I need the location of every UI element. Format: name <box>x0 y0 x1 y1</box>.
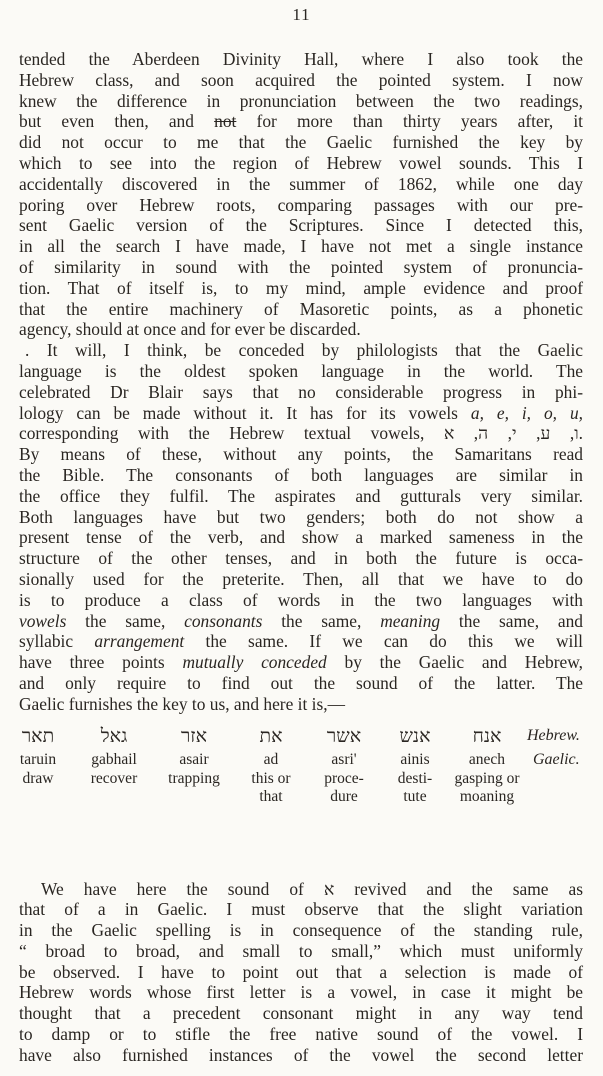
text-line: which to see into the region of Hebrew vowel sounds. This I <box>19 152 583 173</box>
hebrew-row-label: Hebrew. <box>527 726 580 744</box>
text-line: . It will, I think, be conceded by philologists that the Gaelic <box>25 340 583 361</box>
paragraph-3 <box>19 879 583 1066</box>
text-line: have three points mutually conceded by the Gaelic and Hebrew, <box>19 652 583 673</box>
text-line: tended the Aberdeen Divinity Hall, where I also took the <box>19 49 583 69</box>
text-line: language is the oldest spoken language in the world. The <box>19 360 583 381</box>
gaelic-word: anech <box>468 750 506 768</box>
text-line: the Bible. The consonants of both languages are similar in <box>19 464 583 485</box>
gaelic-row-label: Gaelic. <box>533 750 580 768</box>
hebrew-word: אזר <box>180 725 208 747</box>
table-column <box>75 723 153 788</box>
hebrew-word: אנש <box>399 725 431 747</box>
english-meaning: trapping <box>168 769 220 787</box>
text-line: accidentally discovered in the summer of 1862, while one day <box>19 173 583 194</box>
word-table <box>19 723 583 879</box>
struck-word: not <box>214 111 237 132</box>
hebrew-word: גאל <box>100 725 128 747</box>
paragraph-2 <box>19 340 583 714</box>
english-meaning: recover <box>90 769 138 787</box>
text-line: Hebrew class, and soon acquired the pointed system. I now <box>19 69 583 90</box>
text-line: agency, should at once and for ever be discarded. <box>19 319 361 340</box>
english-meaning: proce- dure <box>324 769 364 805</box>
text-line: have also furnished instances of the vowel the second letter <box>19 1044 583 1065</box>
text-line: Both languages have but two genders; both do not show a <box>19 506 583 527</box>
text-line: of similarity in sound with the pointed system of pronuncia- <box>19 256 583 277</box>
hebrew-word: אנח <box>472 725 502 747</box>
text-line: Gaelic furnishes the key to us, and here it is,— <box>19 693 345 714</box>
text-line: to damp or to stifle the free native sound of the vowel. I <box>19 1024 583 1045</box>
page-number: 11 <box>292 5 311 24</box>
text-line: corresponding with the Hebrew textual vowels, ו, ע, י, ה, א. <box>19 423 583 444</box>
text-line: did not occur to me that the Gaelic furnished the key by <box>19 132 583 153</box>
text-line: “ broad to broad, and small to small,” which must uniformly <box>19 940 583 961</box>
hebrew-word: אשר <box>326 725 362 747</box>
emphasis: consonants <box>184 610 263 631</box>
text-line: in the Gaelic spelling is in consequence of the standing rule, <box>19 920 583 941</box>
gaelic-word: asair <box>179 750 209 768</box>
table-column <box>155 723 233 788</box>
text-line: knew the difference in pronunciation between the two readings, <box>19 90 583 111</box>
gaelic-word: gabhail <box>91 750 137 768</box>
vowel-list: a, e, i, o, u, <box>470 402 583 423</box>
english-meaning: gasping or moaning <box>454 769 520 805</box>
text-line: sent Gaelic version of the Scriptures. Since I detected this, <box>19 215 583 236</box>
emphasis: vowels <box>19 610 67 631</box>
paragraph-1 <box>19 49 583 340</box>
hebrew-word: תאר <box>21 725 55 747</box>
emphasis: arrangement <box>94 631 185 652</box>
text-line: that the entire machinery of Masoretic points, as a phonetic <box>19 298 583 319</box>
text-line: lology can be made without it. It has for its vowels a, e, i, o, u, <box>19 402 583 423</box>
emphasis: meaning <box>380 610 441 631</box>
text-line: present tense of the verb, and show a marked sameness in the <box>19 527 583 548</box>
text-line: sionally used for the preterite. Then, all that we have to do <box>19 568 583 589</box>
text-line: Hebrew words whose first letter is a vowel, in case it might be <box>19 982 583 1003</box>
text-line: poring over Hebrew roots, comparing passages with our pre- <box>19 194 583 215</box>
english-meaning: draw <box>22 769 54 787</box>
text-line: thought that a precedent consonant might in any way tend <box>19 1003 583 1024</box>
text-line: is to produce a class of words in the two languages with <box>19 589 583 610</box>
text-line: that of a in Gaelic. I must observe that the slight variation <box>19 899 583 920</box>
table-column <box>232 723 310 806</box>
text-line: in all the search I have made, I have not met a single instance <box>19 236 583 257</box>
hebrew-word: את <box>259 725 283 747</box>
gaelic-word: asri' <box>331 750 357 768</box>
gaelic-word: ainis <box>400 750 430 768</box>
text-line: be observed. I have to point out that a selection is made of <box>19 961 583 982</box>
gaelic-word: ad <box>263 750 279 768</box>
table-column <box>305 723 383 806</box>
table-column <box>0 723 77 788</box>
english-meaning: this or that <box>251 769 291 805</box>
text-line: celebrated Dr Blair says that no considerable progress in phi- <box>19 381 583 402</box>
text-line: We have here the sound of א revived and the same as <box>41 878 583 899</box>
text-line: but even then, and not for more than thirty years after, it <box>19 111 584 132</box>
text-line: the office they fulfil. The aspirates and gutturals very similar. <box>19 485 583 506</box>
table-column <box>437 723 537 806</box>
emphasis: mutually conceded <box>182 652 327 673</box>
english-meaning: desti- tute <box>397 769 433 805</box>
body-text <box>19 49 583 1066</box>
text-line: syllabic arrangement the same. If we can do this we will <box>19 631 583 652</box>
text-line: vowels the same, consonants the same, meaning the same, and <box>19 610 584 631</box>
text-line: By means of these, without any points, the Samaritans read <box>19 444 583 465</box>
text-line: structure of the other tenses, and in both the future is occa- <box>19 548 583 569</box>
gaelic-word: taruin <box>19 750 57 768</box>
text-line: tion. That of itself is, to my mind, ample evidence and proof <box>19 277 583 298</box>
text-line: and only require to find out the sound of the latter. The <box>19 672 583 693</box>
